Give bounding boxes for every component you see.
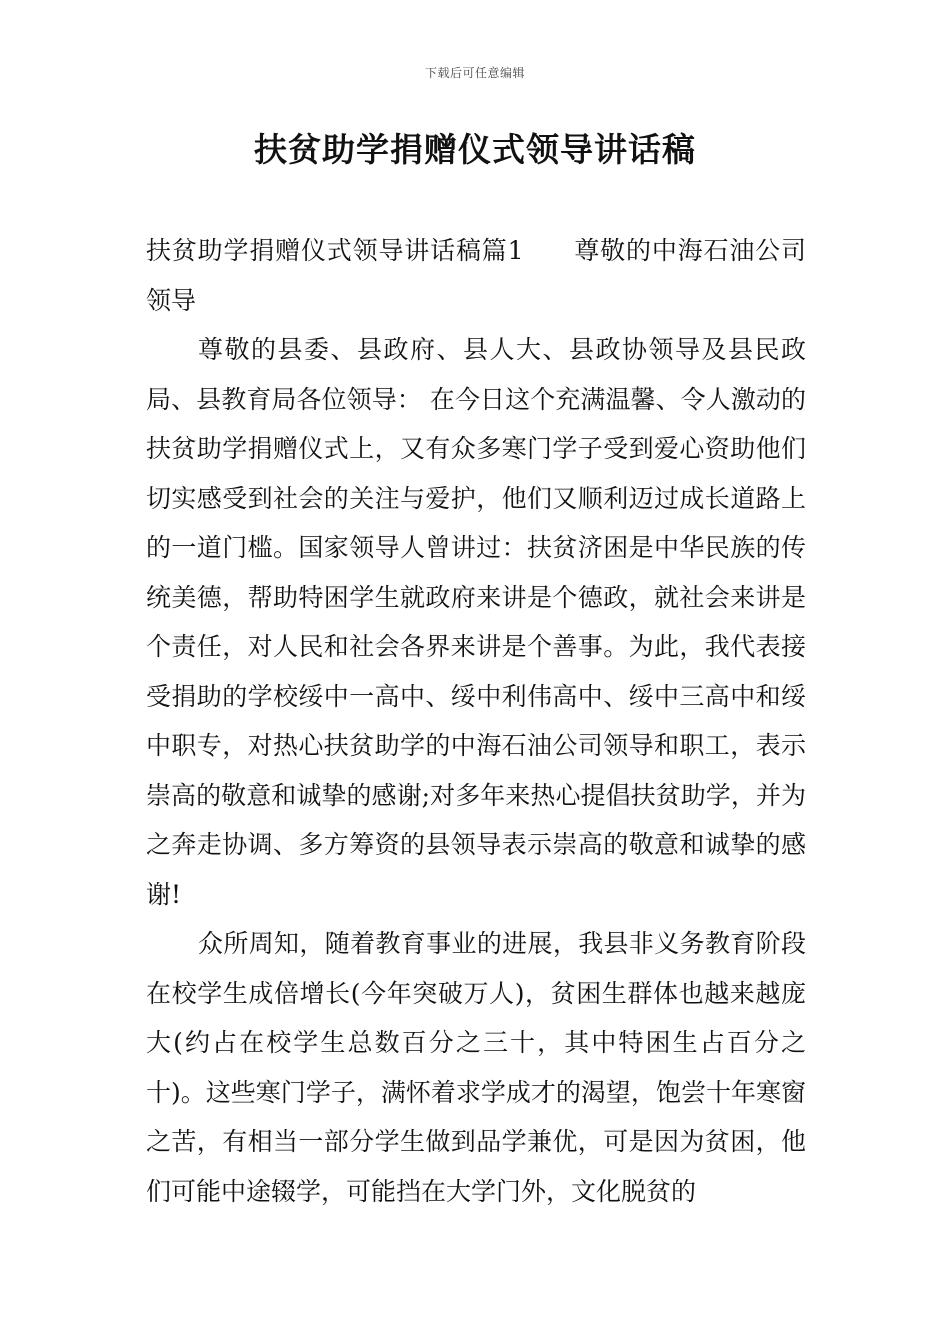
section-heading: 扶贫助学捐赠仪式领导讲话稿篇1 bbox=[146, 236, 524, 265]
document-body bbox=[146, 226, 806, 1216]
paragraph: 众所周知，随着教育事业的进展，我县非义务教育阶段在校学生成倍增长(今年突破万人)，贫困生群体也越来越庞大(约占在校学生总数百分之三十，其中特困生占百分之十)。这些寒门学子，满怀着求学成才的渴望，饱尝十年寒窗之苦，有相当一部分学生做到品学兼优，可是因为贫困，他们可能中途辍学，可能挡在大学门外，文化脱贫的 bbox=[146, 929, 806, 1206]
download-watermark: 下载后可任意编辑 bbox=[424, 66, 525, 80]
paragraph: 尊敬的县委、县政府、县人大、县政协领导及县民政局、县教育局各位领导： 在今日这个充满温馨、令人激动的扶贫助学捐赠仪式上，又有众多寒门学子受到爱心资助他们切实感受到社会的关注与爱护，他们又顺利迈过成长道路上的一道门槛。国家领导人曾讲过：扶贫济困是中华民族的传统美德，帮助特困学生就政府来讲是个德政，就社会来讲是个责任，对人民和社会各界来讲是个善事。为此，我代表接受捐助的学校绥中一高中、绥中利伟高中、绥中三高中和绥中职专，对热心扶贫助学的中海石油公司领导和职工，表示崇高的敬意和诚挚的感谢;对多年来热心提倡扶贫助学，并为之奔走协调、多方筹资的县领导表示崇高的敬意和诚挚的感谢! bbox=[146, 335, 806, 909]
page-title: 扶贫助学捐赠仪式领导讲话稿 bbox=[254, 130, 696, 169]
section-heading-line bbox=[146, 226, 806, 325]
salutation: 尊敬的中海石油公司领导 bbox=[146, 236, 806, 315]
